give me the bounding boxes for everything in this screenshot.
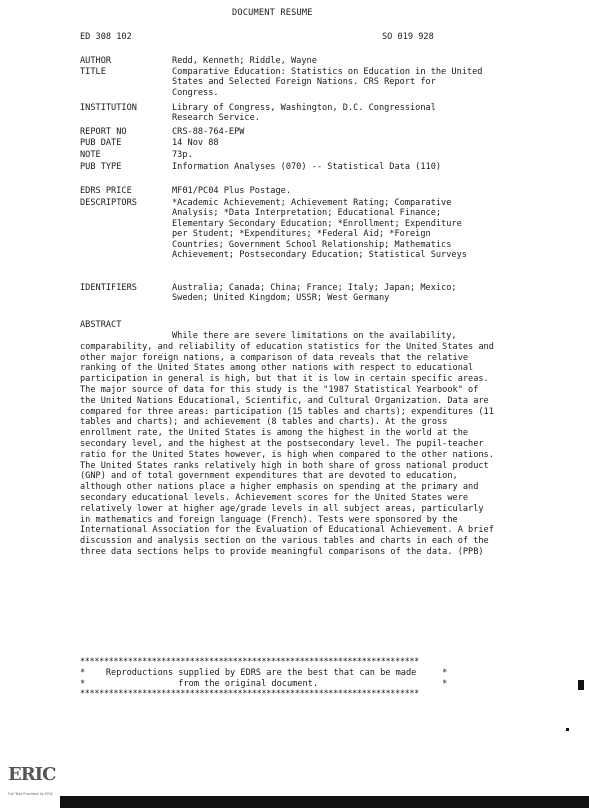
field-label-institution: INSTITUTION [80, 103, 137, 113]
abstract-body [80, 331, 498, 558]
field-label-identifiers: IDENTIFIERS [80, 283, 137, 293]
eric-logo: ERIC [8, 764, 56, 785]
scan-speck [578, 680, 584, 690]
field-value-descriptors: *Academic Achievement; Achievement Rating; Comparative Analysis; *Data Interpretation; Educational Finance; Elementary Secondary Education; *Enrollment; Expenditure per Student; *Expenditures; *Federal Aid; *Foreign Countries; Government School Relationship; Mathematics Achievement; Postsecondary Education; Statistical Surveys [172, 198, 467, 261]
field-label-report-no: REPORT NO [80, 127, 127, 137]
field-label-note: NOTE [80, 150, 101, 160]
field-label-descriptors: DESCRIPTORS [80, 198, 137, 208]
document-title: DOCUMENT RESUME [232, 8, 313, 18]
so-number: SO 019 928 [382, 32, 434, 42]
star-border-bottom: *********************************************************************** [80, 689, 419, 699]
field-label-author: AUTHOR [80, 56, 112, 66]
field-label-pub-type: PUB TYPE [80, 162, 122, 172]
field-value-institution: Library of Congress, Washington, D.C. Congressional Research Service. [172, 103, 436, 124]
scan-edge-bar [60, 796, 589, 808]
field-value-identifiers: Australia; Canada; China; France; Italy; Japan; Mexico; Sweden; United Kingdom; USSR; West Germany [172, 283, 457, 304]
abstract-text: While there are severe limitations on the availability, comparability, and reliability of education statistics for the United States and other major foreign nations, a comparison of data reveals that the relative ranking of the United States among other nations with respect to educational participation in general is high, but that it is low in certain specific areas. The major source of data for this study is the "1987 Statistical Yearbook" of the United Nations Educational, Scientific, and Cultural Organization. Data are compared for three areas: participation (15 tables and charts); expenditures (11 tables and charts); and achievement (8 tables and charts). At the gross enrollment rate, the United States is among the highest in the world at the secondary level, and the highest at the postsecondary level. The pupil-teacher ratio for the United States however, is high when compared to the other nations. The United States ranks relatively high in both share of gross national product (GNP) and of total government expenditures that are devoted to education, although other nations place a higher emphasis on spending at the primary and secondary educational levels. Achievement scores for the United States were relatively lower at higher age/grade levels in all subject areas, particularly in mathematics and foreign language (French). Tests were sponsored by the International Association for the Evaluation of Educational Achievement. A brief discussion and analysis section on the various tables and charts in each of the three data sections helps to provide meaningful comparisons of the data. (PPB) [80, 331, 494, 557]
field-value-pub-type: Information Analyses (070) -- Statistical Data (110) [172, 162, 442, 172]
field-label-title: TITLE [80, 67, 106, 77]
eric-logo-subtitle: Full Text Provided by ERIC [8, 792, 54, 796]
abstract-label: ABSTRACT [80, 320, 122, 330]
field-label-edrs-price: EDRS PRICE [80, 186, 132, 196]
star-border-top: *********************************************************************** [80, 657, 419, 667]
field-value-edrs-price: MF01/PC04 Plus Postage. [172, 186, 291, 196]
field-value-note: 73p. [172, 150, 193, 160]
scan-speck [566, 728, 569, 731]
ed-number: ED 308 102 [80, 32, 132, 42]
field-label-pub-date: PUB DATE [80, 138, 122, 148]
field-value-author: Redd, Kenneth; Riddle, Wayne [172, 56, 317, 66]
reproduction-notice-line-1: * Reproductions supplied by EDRS are the best that can be made * [80, 668, 448, 678]
field-value-report-no: CRS-88-764-EPW [172, 127, 245, 137]
field-value-title: Comparative Education: Statistics on Education in the United States and Selected Foreign Nations. CRS Report for Congress. [172, 67, 483, 98]
reproduction-notice-line-2: * from the original document. * [80, 679, 448, 689]
field-value-pub-date: 14 Nov 88 [172, 138, 219, 148]
